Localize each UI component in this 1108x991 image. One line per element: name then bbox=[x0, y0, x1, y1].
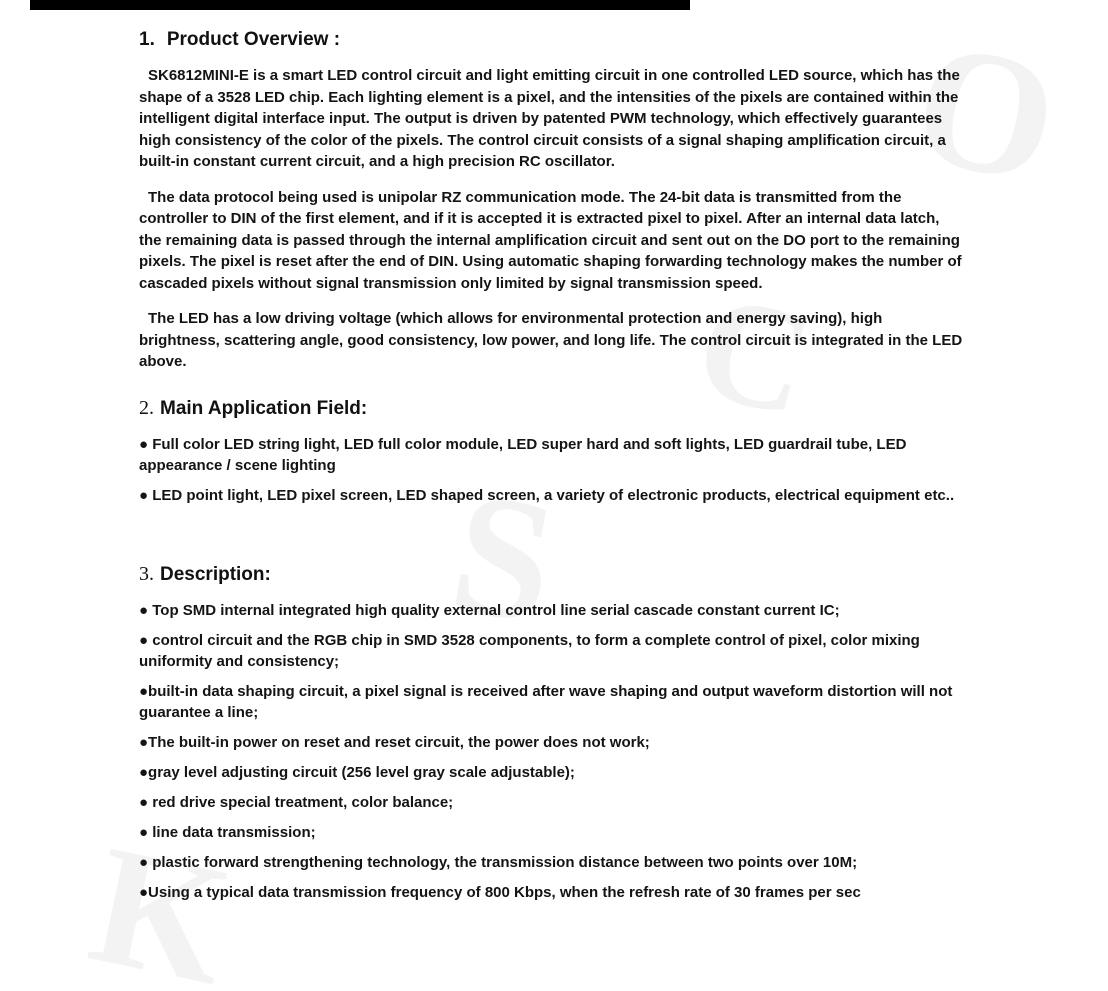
section-3-bullet: ●Using a typical data transmission frequency of 800 Kbps, when the refresh rate of 30 frames per sec bbox=[139, 883, 861, 901]
section-1-paragraph: SK6812MINI-E is a smart LED control circuit and light emitting circuit in one controlled LED source, which has the shape of a 3528 LED chip. Each lighting element is a pixel, and the intensities of the pixels are contained within the intelligent digital interface input. The output is driven by patented PWM technology, which effectively guarantees high consistency of the color of the pixels. The control circuit consists of a signal shaping amplification circuit, a built-in constant current circuit, and a high precision RC oscillator. bbox=[139, 67, 960, 170]
section-2-bullet: ● LED point light, LED pixel screen, LED shaped screen, a variety of electronic products, electrical equipment etc.. bbox=[139, 486, 955, 504]
section-3-heading bbox=[139, 563, 965, 586]
section-3-bullet: ●built-in data shaping circuit, a pixel signal is received after wave shaping and output waveform distortion will not guarantee a line; bbox=[139, 682, 953, 721]
section-1-heading bbox=[139, 28, 965, 51]
section-3-bullet: ● plastic forward strengthening technology, the transmission distance between two points over 10M; bbox=[139, 853, 858, 871]
section-3-number: 3. bbox=[139, 562, 154, 585]
section-2-number: 2. bbox=[139, 396, 154, 419]
section-2-title: Main Application Field: bbox=[160, 397, 368, 419]
page-content bbox=[139, 28, 965, 912]
section-1-number: 1. bbox=[139, 29, 155, 50]
cropped-header-bar bbox=[30, 0, 690, 10]
section-3-title: Description: bbox=[160, 563, 271, 585]
section-1-paragraph: The LED has a low driving voltage (which allows for environmental protection and energy saving), high brightness, scattering angle, good consistency, low power, and long life. The control circuit is integrated in the LED above. bbox=[139, 310, 963, 370]
section-2-bullet: ● Full color LED string light, LED full color module, LED super hard and soft lights, LED guardrail tube, LED appearance / scene lighting bbox=[139, 435, 907, 474]
section-3-bullet: ●gray level adjusting circuit (256 level gray scale adjustable); bbox=[139, 763, 575, 781]
section-1-paragraph: The data protocol being used is unipolar RZ communication mode. The 24-bit data is transmitted from the controller to DIN of the first element, and if it is accepted it is extracted pixel to pixel. After an internal data latch, the remaining data is passed through the internal amplification circuit and sent out on the DO port to the remaining pixels. The pixel is reset after the end of DIN. Using automatic shaping forwarding technology makes the number of cascaded pixels without signal transmission only limited by signal transmission speed. bbox=[139, 188, 962, 292]
section-3-bullet: ● line data transmission; bbox=[139, 823, 316, 841]
section-3-bullet: ● red drive special treatment, color balance; bbox=[139, 793, 454, 811]
section-2-heading bbox=[139, 397, 965, 420]
section-3-bullet: ●The built-in power on reset and reset circuit, the power does not work; bbox=[139, 733, 650, 751]
section-3-bullet: ● control circuit and the RGB chip in SMD 3528 components, to form a complete control of pixel, color mixing uniformity and consistency; bbox=[139, 631, 920, 670]
section-3-bullet: ● Top SMD internal integrated high quality external control line serial cascade constant current IC; bbox=[139, 601, 840, 619]
section-1-title: Product Overview : bbox=[166, 29, 341, 50]
